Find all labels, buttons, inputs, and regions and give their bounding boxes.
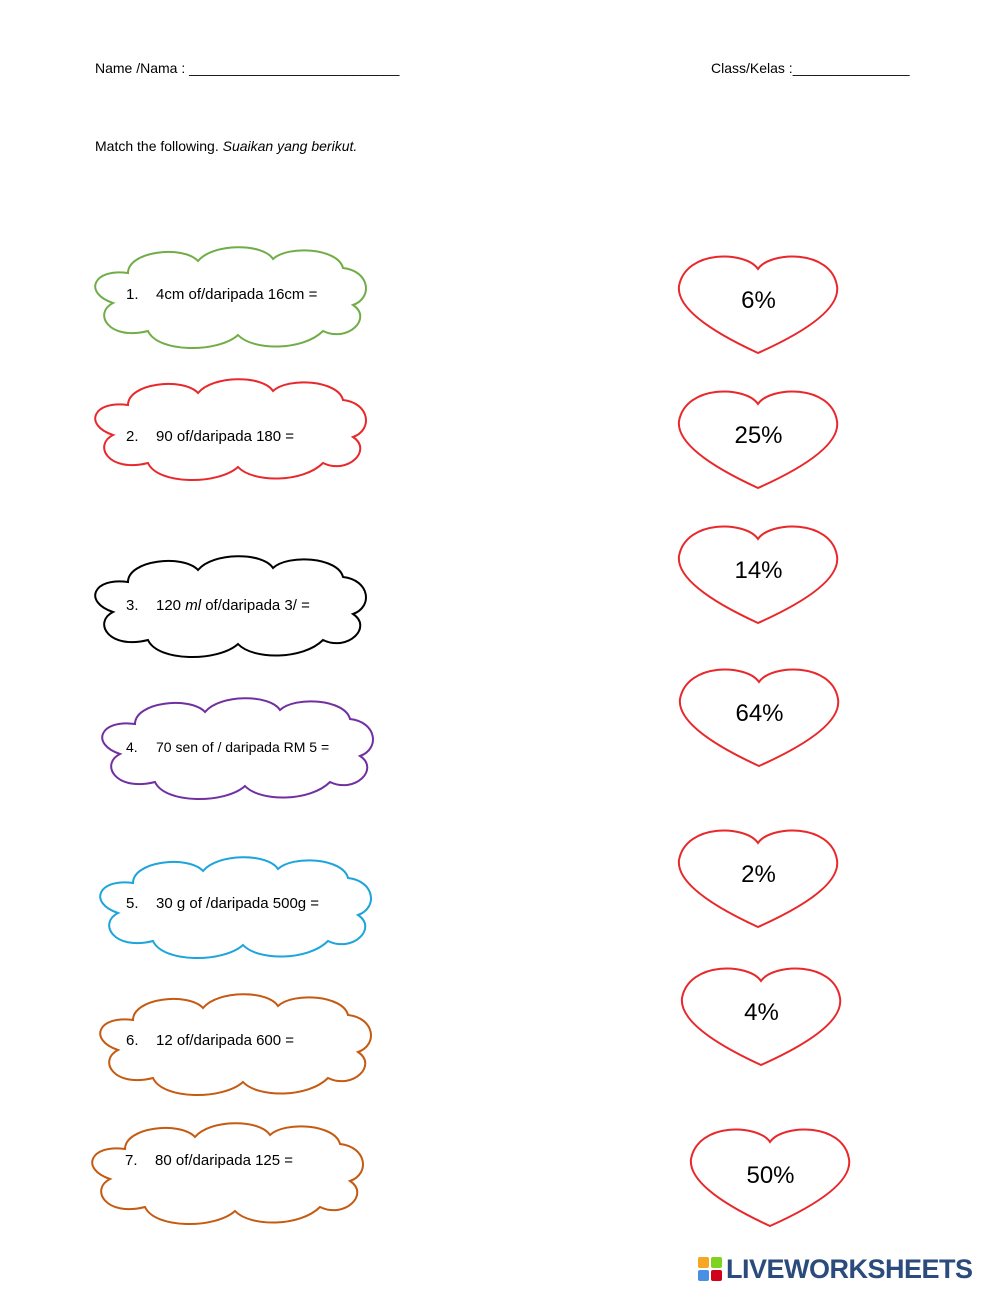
question-cloud-7: [85, 1119, 370, 1225]
cloud-outline: [92, 1123, 363, 1224]
logo-mark-icon: [698, 1257, 722, 1281]
answer-label: 25%: [734, 422, 783, 449]
question-text: 6. 12 of/daripada 600 =: [126, 1032, 295, 1049]
instruction-malay: Suaikan yang berikut.: [222, 138, 358, 154]
question-text: 4. 70 sen of / daripada RM 5 =: [126, 739, 330, 755]
name-field-label: Name /Nama : ___________________________: [95, 60, 400, 76]
answer-heart-5[interactable]: [676, 825, 841, 930]
answer-heart-3[interactable]: [676, 521, 841, 626]
answer-heart-1[interactable]: [676, 251, 841, 356]
answer-heart-7[interactable]: [688, 1124, 853, 1229]
question-cloud-1: [88, 243, 373, 351]
instruction: [95, 138, 357, 154]
answer-label: 14%: [734, 557, 783, 584]
answer-heart-2[interactable]: [676, 386, 841, 491]
question-text: 1. 4cm of/daripada 16cm =: [126, 286, 318, 303]
question-cloud-6: [93, 990, 378, 1096]
answer-label: 64%: [735, 700, 784, 727]
question-cloud-5: [93, 853, 378, 959]
question-text: 7. 80 of/daripada 125 =: [125, 1152, 294, 1169]
question-text: 5. 30 g of /daripada 500g =: [126, 895, 320, 912]
question-cloud-2: [88, 375, 373, 481]
answer-label: 4%: [744, 999, 779, 1026]
answer-label: 6%: [741, 287, 776, 314]
answer-heart-4[interactable]: [677, 664, 842, 769]
question-cloud-4: [95, 694, 380, 800]
liveworksheets-logo: [698, 1254, 973, 1284]
brand-name: LIVEWORKSHEETS: [726, 1253, 973, 1284]
answer-heart-6[interactable]: [679, 963, 844, 1068]
question-text: 3. 120 ml of/daripada 3/ =: [126, 597, 310, 614]
question-text: 2. 90 of/daripada 180 =: [126, 428, 295, 445]
answer-label: 50%: [746, 1162, 795, 1189]
question-cloud-3: [88, 552, 373, 660]
class-field-label: Class/Kelas :_______________: [711, 60, 910, 76]
instruction-english: Match the following.: [95, 138, 219, 154]
answer-label: 2%: [741, 861, 776, 888]
